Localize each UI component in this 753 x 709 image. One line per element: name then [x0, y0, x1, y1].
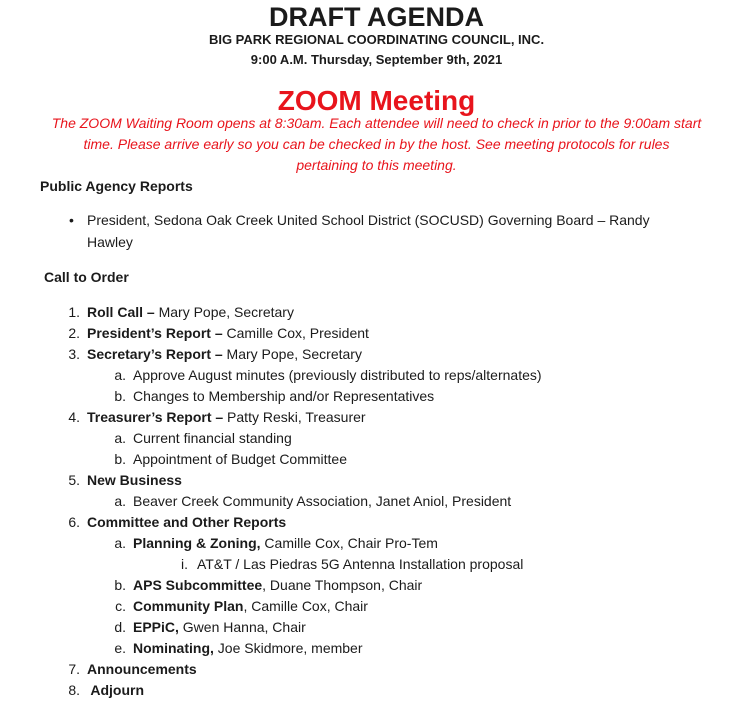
agenda-item-marker: a.	[114, 493, 126, 509]
call-to-order-heading: Call to Order	[44, 269, 129, 285]
agenda-item-title: EPPiC,	[133, 619, 179, 635]
agenda-item-text	[133, 638, 363, 659]
agenda-item-marker: 8.	[68, 682, 80, 698]
agenda-item-title: President’s Report –	[87, 325, 223, 341]
agenda-item-text	[133, 428, 292, 449]
agenda-item-text	[133, 365, 542, 386]
agenda-item-text	[87, 680, 144, 701]
agenda-item-marker: 2.	[68, 325, 80, 341]
agenda-item-title: Adjourn	[87, 682, 145, 698]
agenda-item-detail: Beaver Creek Community Association, Janet Aniol, President	[133, 493, 512, 509]
agenda-item-marker: b.	[114, 451, 126, 467]
agenda-item-text	[133, 386, 434, 407]
agenda-item-marker: a.	[114, 367, 126, 383]
agenda-item-detail: Appointment of Budget Committee	[133, 451, 348, 467]
agenda-item-title: Planning & Zoning,	[133, 535, 261, 551]
agenda-item-detail: Patty Reski, Treasurer	[223, 409, 366, 425]
agenda-item-marker: 7.	[68, 661, 80, 677]
agenda-item-marker: e.	[114, 640, 126, 656]
agenda-item-detail: Joe Skidmore, member	[213, 640, 363, 656]
agenda-item-text	[133, 575, 422, 596]
agenda-item-text	[87, 302, 294, 323]
agenda-item-title: Treasurer’s Report –	[87, 409, 224, 425]
agenda-item-title: Roll Call –	[87, 304, 155, 320]
agenda-item-marker: 6.	[68, 514, 80, 530]
organization-name: BIG PARK REGIONAL COORDINATING COUNCIL, INC.	[208, 32, 545, 47]
agenda-item-text	[87, 344, 362, 365]
agenda-item-detail: , Duane Thompson, Chair	[262, 577, 423, 593]
agenda-item-title: APS Subcommittee	[133, 577, 263, 593]
agenda-item-title: Nominating,	[133, 640, 214, 656]
agenda-item-marker: b.	[114, 388, 126, 404]
notice-line: The ZOOM Waiting Room opens at 8:30am. Each attendee will need to check in prior to the 9:00am start	[51, 115, 702, 131]
agenda-item-title: Committee and Other Reports	[87, 514, 287, 530]
agenda-item-detail: Camille Cox, President	[222, 325, 369, 341]
agenda-item-marker: a.	[114, 430, 126, 446]
agenda-item-text	[133, 617, 306, 638]
agenda-item-detail: Camille Cox, Chair Pro-Tem	[260, 535, 438, 551]
notice-line: time. Please arrive early so you can be checked in by the host. See meeting protocols for rules	[83, 136, 670, 152]
agenda-item-detail: Current financial standing	[133, 430, 292, 446]
notice-line: pertaining to this meeting.	[296, 157, 457, 173]
agenda-item-marker: 4.	[68, 409, 80, 425]
agenda-item-marker: c.	[115, 598, 126, 614]
agenda-item-title: Announcements	[87, 661, 197, 677]
agenda-item-text	[87, 470, 182, 491]
agenda-item-title: Secretary’s Report –	[87, 346, 223, 362]
meeting-datetime: 9:00 A.M. Thursday, September 9th, 2021	[250, 52, 503, 67]
agenda-item-detail: Approve August minutes (previously distributed to reps/alternates)	[133, 367, 542, 383]
agenda-item-marker: a.	[114, 535, 126, 551]
agenda-item-detail: Changes to Membership and/or Representatives	[133, 388, 435, 404]
agenda-item-detail: Gwen Hanna, Chair	[178, 619, 306, 635]
agenda-item-text	[133, 449, 347, 470]
bullet-icon: •	[69, 212, 74, 228]
meeting-type-heading: ZOOM Meeting	[277, 85, 476, 116]
agenda-item-text	[87, 512, 286, 533]
agenda-item-detail: , Camille Cox, Chair	[243, 598, 368, 614]
document-title: DRAFT AGENDA	[269, 2, 484, 32]
agenda-item-marker: d.	[114, 619, 126, 635]
agenda-item-detail: AT&T / Las Piedras 5G Antenna Installation proposal	[197, 556, 524, 572]
agenda-item-marker: 3.	[68, 346, 80, 362]
agenda-item-detail: Mary Pope, Secretary	[154, 304, 294, 320]
agenda-item-text	[133, 596, 368, 617]
agenda-item-text	[133, 533, 438, 554]
agenda-item-text	[87, 323, 369, 344]
agenda-item-text	[197, 554, 523, 575]
agenda-item-marker: 5.	[68, 472, 80, 488]
agenda-item-title: New Business	[87, 472, 182, 488]
agenda-item-marker: 1.	[68, 304, 80, 320]
agenda-item-marker: b.	[114, 577, 126, 593]
agenda-item-detail: Mary Pope, Secretary	[222, 346, 362, 362]
agenda-item-text	[133, 491, 511, 512]
agenda-item-title: Community Plan	[133, 598, 244, 614]
bullet-item-text-continued: Hawley	[87, 234, 133, 250]
agenda-item-text	[87, 659, 197, 680]
agenda-item-text	[87, 407, 366, 428]
agenda-item-marker: i.	[181, 556, 188, 572]
public-agency-heading: Public Agency Reports	[40, 178, 193, 194]
bullet-item-text: President, Sedona Oak Creek United School District (SOCUSD) Governing Board – Randy	[87, 212, 650, 228]
